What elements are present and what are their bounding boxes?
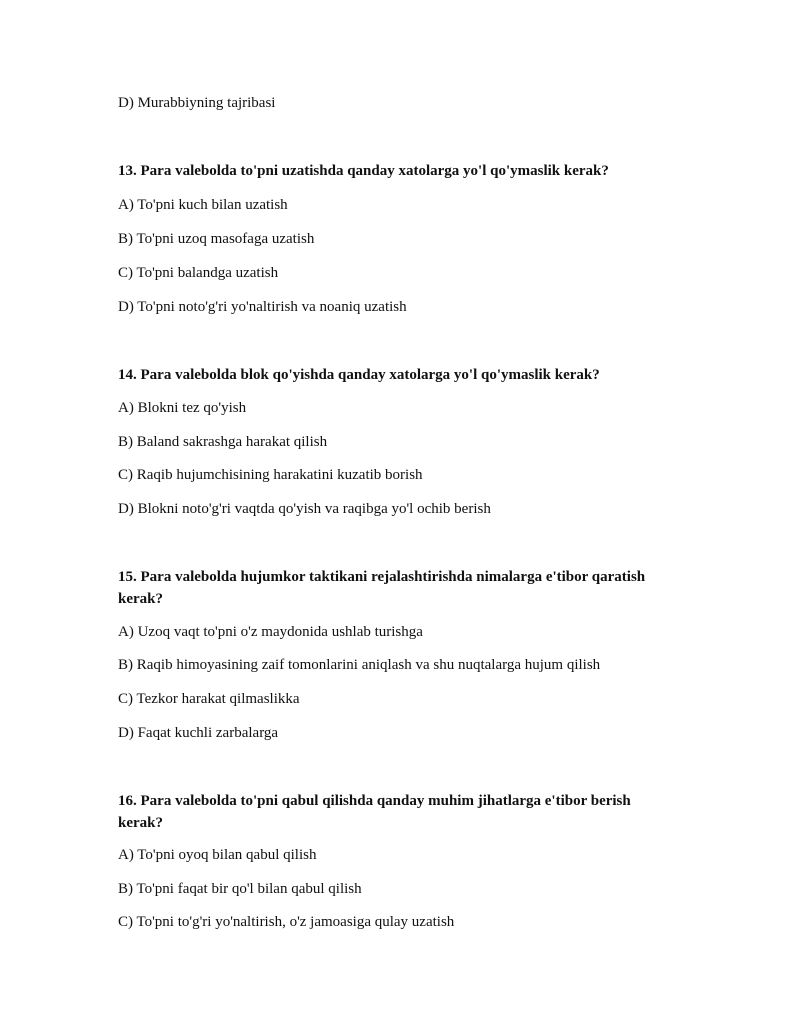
question-16: 16. Para valebolda to'pni qabul qilishda qanday muhim jihatlarga e'tibor berish kerak? xyxy=(118,793,631,831)
question-16-option-b: B) To'pni faqat bir qo'l bilan qabul qilish xyxy=(118,881,362,897)
question-13-option-d: D) To'pni noto'g'ri yo'naltirish va noaniq uzatish xyxy=(118,299,407,315)
question-14-option-c: C) Raqib hujumchisining harakatini kuzatib borish xyxy=(118,467,423,483)
question-13-option-a: A) To'pni kuch bilan uzatish xyxy=(118,197,288,213)
question-13: 13. Para valebolda to'pni uzatishda qanday xatolarga yo'l qo'ymaslik kerak? xyxy=(118,163,609,179)
question-15: 15. Para valebolda hujumkor taktikani rejalashtirishda nimalarga e'tibor qaratish kerak? xyxy=(118,569,646,607)
question-15-option-c: C) Tezkor harakat qilmaslikka xyxy=(118,691,300,707)
question-14: 14. Para valebolda blok qo'yishda qanday xatolarga yo'l qo'ymaslik kerak? xyxy=(118,367,600,383)
question-14-option-b: B) Baland sakrashga harakat qilish xyxy=(118,434,328,450)
question-15-option-d: D) Faqat kuchli zarbalarga xyxy=(118,725,279,741)
question-15-option-b: B) Raqib himoyasining zaif tomonlarini aniqlash va shu nuqtalarga hujum qilish xyxy=(118,657,601,673)
question-14-option-d: D) Blokni noto'g'ri vaqtda qo'yish va raqibga yo'l ochib berish xyxy=(118,501,491,517)
question-16-option-a: A) To'pni oyoq bilan qabul qilish xyxy=(118,847,317,863)
question-13-option-b: B) To'pni uzoq masofaga uzatish xyxy=(118,231,315,247)
question-16-option-c: C) To'pni to'g'ri yo'naltirish, o'z jamoasiga qulay uzatish xyxy=(118,914,455,930)
question-15-option-a: A) Uzoq vaqt to'pni o'z maydonida ushlab turishga xyxy=(118,624,423,640)
question-13-option-c: C) To'pni balandga uzatish xyxy=(118,265,279,281)
question-14-option-a: A) Blokni tez qo'yish xyxy=(118,400,247,416)
option-d-q12: D) Murabbiyning tajribasi xyxy=(118,95,276,111)
